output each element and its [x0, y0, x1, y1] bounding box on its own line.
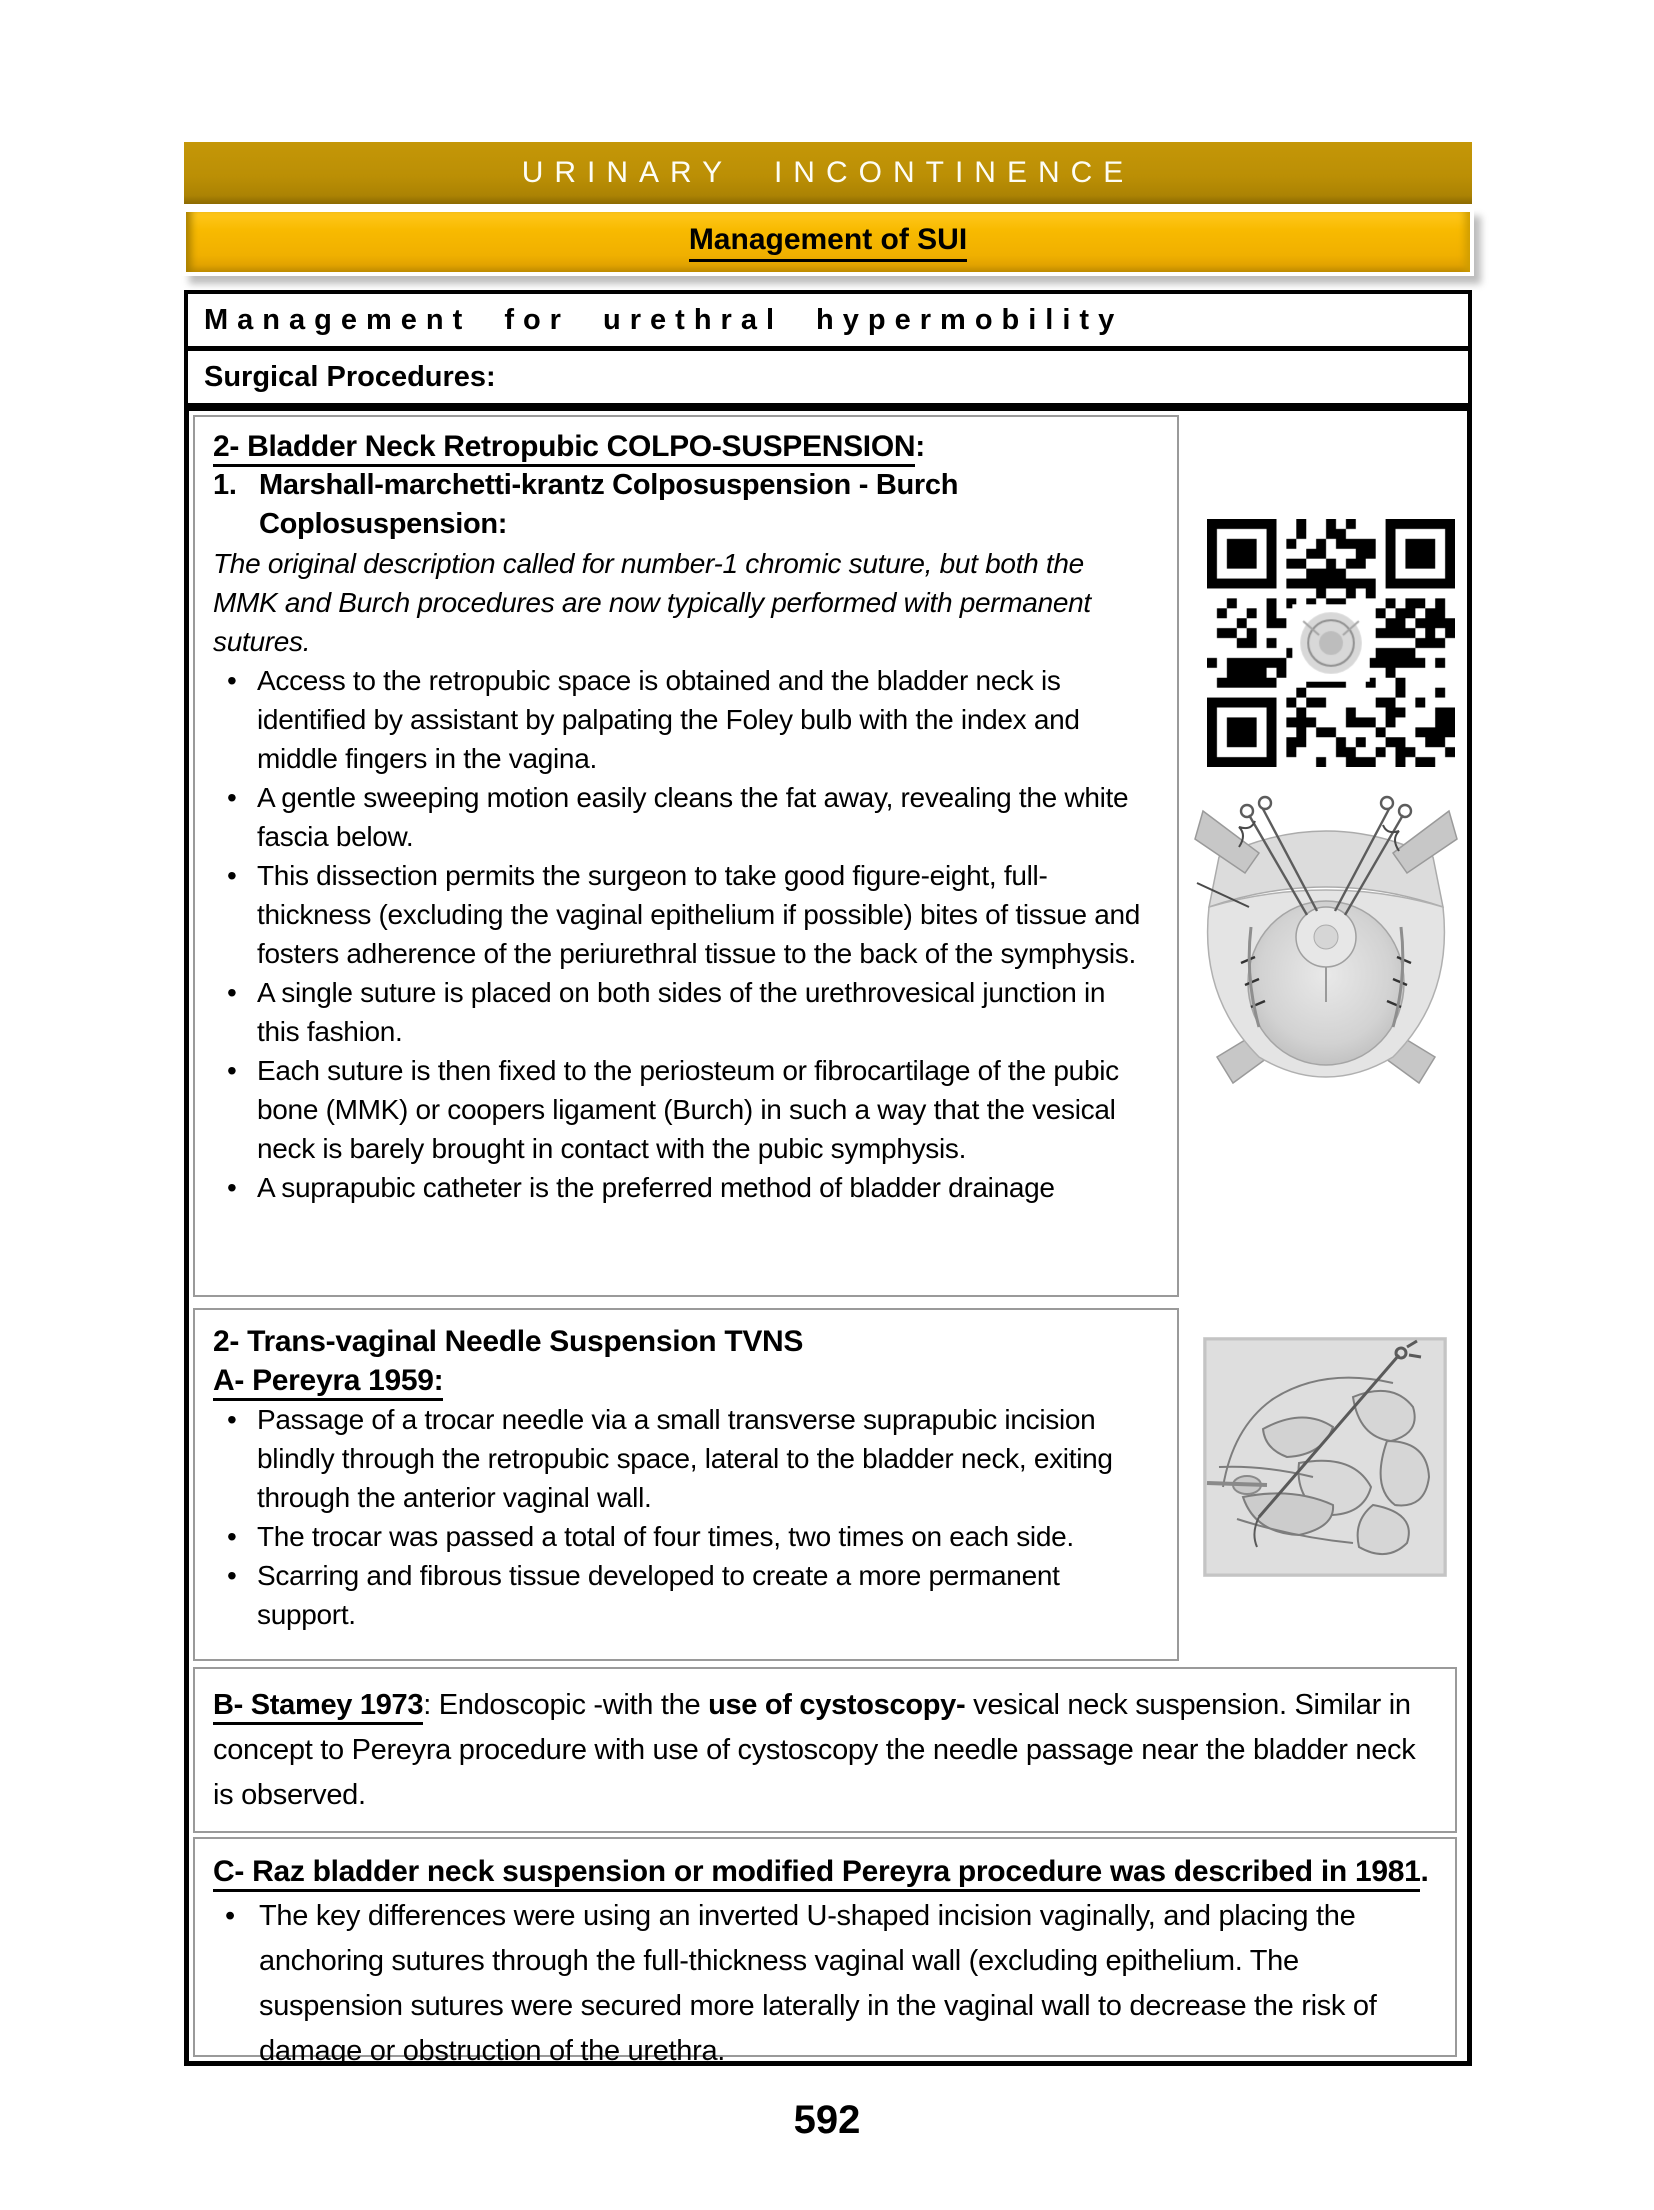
raz-bullet-list	[213, 1894, 1429, 2074]
main-title-text: URINARY INCONTINENCE	[521, 156, 1135, 189]
content-table	[184, 406, 1472, 2066]
raz-heading	[213, 1849, 1429, 1894]
main-title-banner	[184, 142, 1472, 204]
colpo-heading-colon: :	[915, 430, 925, 463]
bullet-item: • A suprapubic catheter is the preferred method of bladder drainage	[213, 1168, 1153, 1207]
sub-title-banner-frame	[182, 208, 1474, 276]
tvns-bullet-list	[213, 1400, 1153, 1634]
stamey-text-1: : Endoscopic -with the	[423, 1689, 709, 1721]
bullet-item: • A gentle sweeping motion easily cleans the fat away, revealing the white fascia below.	[213, 778, 1153, 856]
bullet-item: • Each suture is then fixed to the periosteum or fibrocartilage of the pubic bone (MMK) or coopers ligament (Burch) in such a way that the vesical neck is barely brought in contact with the pubic symphysis.	[213, 1051, 1153, 1168]
section-subtitle: Surgical Procedures:	[204, 360, 496, 393]
tvns-heading: 2- Trans-vaginal Needle Suspension TVNS	[213, 1325, 804, 1358]
section-title-row	[188, 294, 1468, 351]
page-number: 592	[793, 2098, 861, 2142]
pereyra-needle-sagittal-illustration	[1203, 1337, 1447, 1577]
sub-title-text: Management of SUI	[689, 223, 967, 262]
bullet-item: • Access to the retropubic space is obtained and the bladder neck is identified by assistant by palpating the Foley bulb with the index and middle fingers in the vagina.	[213, 661, 1153, 778]
item-number: 1.	[213, 469, 237, 501]
qr-code	[1207, 519, 1455, 767]
colpo-heading-text: 2- Bladder Neck Retropubic COLPO-SUSPENSION	[213, 430, 915, 467]
section-header-box	[184, 290, 1472, 407]
colpo-bullet-list	[213, 661, 1153, 1207]
stamey-cell	[193, 1667, 1457, 1833]
bullet-item: • Passage of a trocar needle via a small transverse suprapubic incision blindly through the retropubic space, lateral to the bladder neck, exiting through the anterior vaginal wall.	[213, 1400, 1153, 1517]
colpo-intro: The original description called for number-1 chromic suture, but both the MMK and Burch procedures are now typically performed with permanent sutures.	[213, 548, 1091, 657]
raz-heading-text: C- Raz bladder neck suspension or modified Pereyra procedure was described in 1981	[213, 1855, 1420, 1892]
raz-heading-period: .	[1420, 1855, 1429, 1888]
pereyra-subheading-text: A- Pereyra 1959:	[213, 1364, 443, 1401]
item-title: Marshall-marchetti-krantz Colposuspension - Burch Coplosuspension:	[259, 469, 959, 540]
bullet-item: • A single suture is placed on both sides of the urethrovesical junction in this fashion.	[213, 973, 1153, 1051]
section-subtitle-row	[188, 351, 1468, 403]
bullet-item: • The trocar was passed a total of four times, two times on each side.	[213, 1517, 1153, 1556]
bullet-item: • Scarring and fibrous tissue developed to create a more permanent support.	[213, 1556, 1153, 1634]
pereyra-subheading	[213, 1361, 1153, 1400]
colpo-heading	[213, 427, 1153, 466]
section-title: Management for urethral hypermobility	[204, 303, 1124, 336]
colposuspension-cell	[193, 415, 1179, 1297]
bullet-item: • This dissection permits the surgeon to take good figure-eight, full-thickness (excluding the vaginal epithelium if possible) bites of tissue and fosters adherence of the periurethral tissue to the back of the symphysis.	[213, 856, 1153, 973]
colpo-item-1	[213, 466, 1153, 544]
stamey-label: B- Stamey 1973	[213, 1689, 423, 1725]
bullet-item: • The key differences were using an inverted U-shaped incision vaginally, and placing the anchoring sutures through the full-thickness vaginal wall (excluding epithelium. The suspension sutures were secured more laterally in the vaginal wall to decrease the risk of damage or obstruction of the urethra.	[213, 1894, 1429, 2074]
stamey-bold-phrase: use of cystoscopy-	[708, 1689, 966, 1721]
stamey-text-2: vesical neck suspension. Similar in concept to Pereyra procedure with use of cystoscopy the needle passage near the bladder neck is observed.	[213, 1689, 1416, 1811]
retropubic-colposuspension-illustration	[1189, 787, 1463, 1103]
raz-cell	[193, 1837, 1457, 2067]
sub-title-banner	[186, 212, 1470, 272]
tvns-cell	[193, 1308, 1179, 1661]
